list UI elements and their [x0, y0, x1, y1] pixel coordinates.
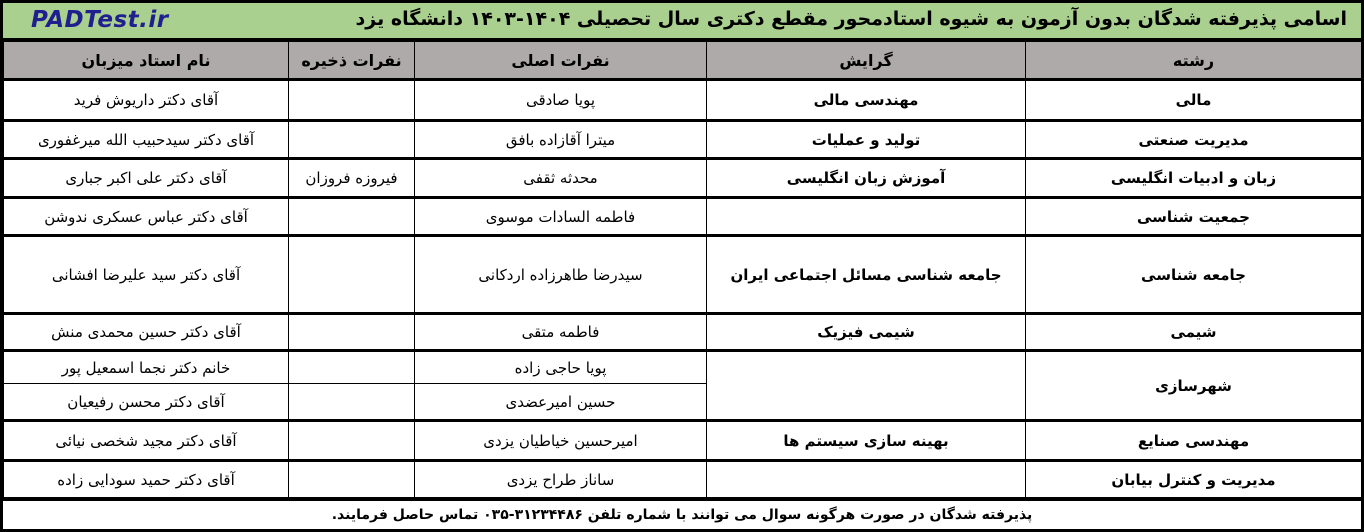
- main-cell: حسین امیرعضدی: [415, 384, 707, 421]
- reserve-cell: [289, 198, 415, 236]
- host-cell: آقای دکتر سید علیرضا افشانی: [4, 236, 289, 314]
- reserve-cell: [289, 351, 415, 384]
- table-row: [4, 198, 1362, 236]
- field-cell: جامعه شناسی: [1026, 236, 1362, 314]
- specialization-cell: آموزش زبان انگلیسی: [707, 159, 1026, 198]
- reserve-cell: [289, 80, 415, 121]
- table-header-row: [4, 42, 1362, 80]
- main-cell: فاطمه متقی: [415, 314, 707, 351]
- main-cell: فاطمه السادات موسوی: [415, 198, 707, 236]
- column-header-reserve: نفرات ذخیره: [289, 42, 415, 80]
- specialization-cell: مهندسی مالی: [707, 80, 1026, 121]
- specialization-cell: تولید و عملیات: [707, 121, 1026, 159]
- main-cell: پویا حاجی زاده: [415, 351, 707, 384]
- column-header-field: رشته: [1026, 42, 1362, 80]
- field-cell: شهرسازی: [1026, 351, 1362, 421]
- field-cell: شیمی: [1026, 314, 1362, 351]
- admissions-table: [3, 41, 1362, 498]
- host-cell: آقای دکتر سیدحبیب الله میرغفوری: [4, 121, 289, 159]
- page-title: اسامی پذیرفته شدگان بدون آزمون به شیوه استادمحور مقطع دکتری سال تحصیلی ۱۴۰۴-۱۴۰۳ دانشگاه یزد: [355, 8, 1347, 30]
- field-cell: مهندسی صنایع: [1026, 421, 1362, 461]
- field-cell: جمعیت شناسی: [1026, 198, 1362, 236]
- column-header-main: نفرات اصلی: [415, 42, 707, 80]
- host-cell: آقای دکتر علی اکبر جباری: [4, 159, 289, 198]
- column-header-host: نام استاد میزبان: [4, 42, 289, 80]
- table-row: [4, 351, 1362, 384]
- main-cell: سیدرضا طاهرزاده اردکانی: [415, 236, 707, 314]
- site-logo[interactable]: PADTest.ir: [31, 7, 169, 33]
- host-cell: آقای دکتر حسین محمدی منش: [4, 314, 289, 351]
- host-cell: خانم دکتر نجما اسمعیل پور: [4, 351, 289, 384]
- reserve-cell: [289, 421, 415, 461]
- reserve-cell: [289, 461, 415, 498]
- reserve-cell: [289, 314, 415, 351]
- host-cell: آقای دکتر حمید سودایی زاده: [4, 461, 289, 498]
- table-row: [4, 236, 1362, 314]
- host-cell: آقای دکتر داریوش فرید: [4, 80, 289, 121]
- table-row: [4, 461, 1362, 498]
- main-cell: محدثه ثقفی: [415, 159, 707, 198]
- field-cell: مدیریت و کنترل بیابان: [1026, 461, 1362, 498]
- title-bar: [3, 3, 1361, 41]
- reserve-cell: [289, 236, 415, 314]
- specialization-cell: [707, 351, 1026, 421]
- field-cell: مدیریت صنعتی: [1026, 121, 1362, 159]
- table-row: [4, 80, 1362, 121]
- table-row: [4, 121, 1362, 159]
- main-cell: ساناز طراح یزدی: [415, 461, 707, 498]
- table-row: [4, 421, 1362, 461]
- field-cell: مالی: [1026, 80, 1362, 121]
- column-header-specialization: گرایش: [707, 42, 1026, 80]
- host-cell: آقای دکتر مجید شخصی نیائی: [4, 421, 289, 461]
- specialization-cell: شیمی فیزیک: [707, 314, 1026, 351]
- main-cell: امیرحسین خیاطیان یزدی: [415, 421, 707, 461]
- reserve-cell: [289, 384, 415, 421]
- table-row: [4, 314, 1362, 351]
- reserve-cell: فیروزه فروزان: [289, 159, 415, 198]
- main-cell: پویا صادقی: [415, 80, 707, 121]
- contact-note: پذیرفته شدگان در صورت هرگونه سوال می توانند با شماره تلفن ۳۱۲۳۴۴۸۶-۰۳۵ تماس حاصل فرمایند.: [3, 498, 1361, 529]
- specialization-cell: [707, 461, 1026, 498]
- specialization-cell: [707, 198, 1026, 236]
- main-cell: میترا آقازاده بافق: [415, 121, 707, 159]
- host-cell: آقای دکتر عباس عسکری ندوشن: [4, 198, 289, 236]
- field-cell: زبان و ادبیات انگلیسی: [1026, 159, 1362, 198]
- specialization-cell: جامعه شناسی مسائل اجتماعی ایران: [707, 236, 1026, 314]
- table-row: [4, 159, 1362, 198]
- reserve-cell: [289, 121, 415, 159]
- specialization-cell: بهینه سازی سیستم ها: [707, 421, 1026, 461]
- host-cell: آقای دکتر محسن رفیعیان: [4, 384, 289, 421]
